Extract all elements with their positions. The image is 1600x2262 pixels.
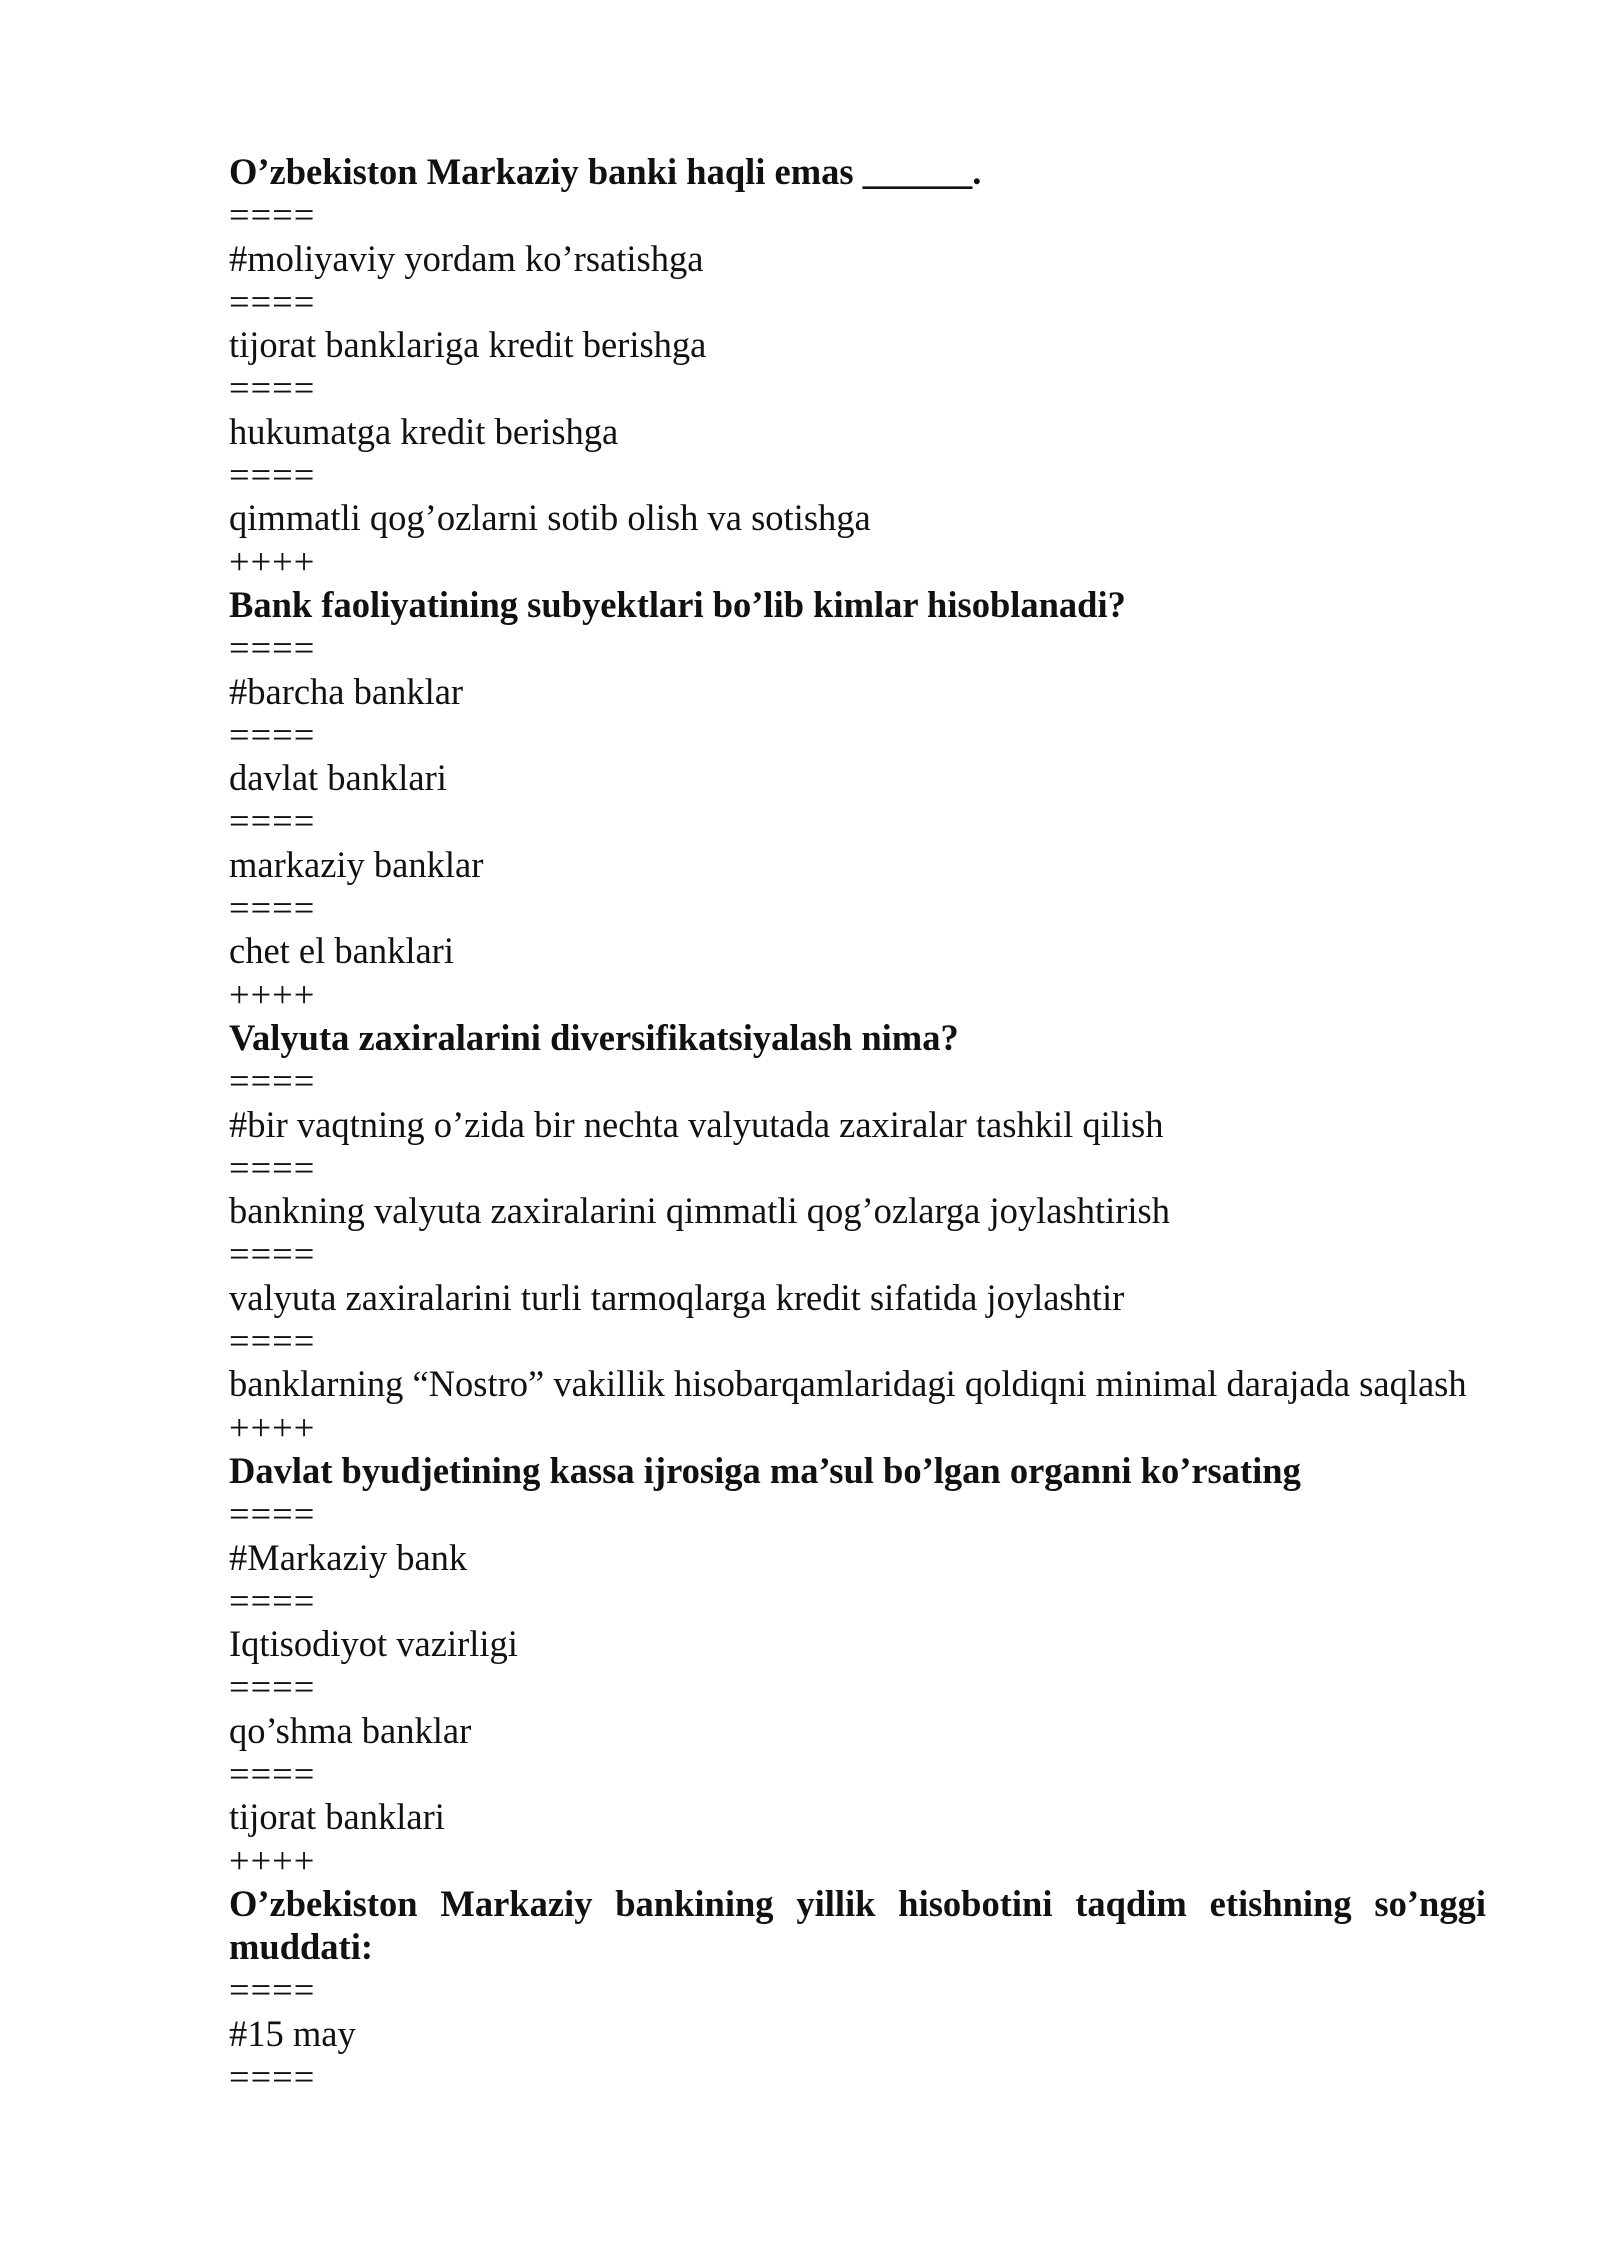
option-separator: ==== <box>229 627 316 669</box>
question-text: Bank faoliyatining subyektlari bo’lib kimlar hisoblanadi? <box>229 583 1126 625</box>
option-separator: ==== <box>229 454 316 496</box>
question-text: Davlat byudjetining kassa ijrosiga ma’sul bo’lgan organni ko’rsating <box>229 1449 1301 1491</box>
answer-option: davlat banklari <box>229 757 447 799</box>
option-separator: ==== <box>229 367 316 409</box>
answer-option: tijorat banklariga kredit berishga <box>229 324 707 366</box>
option-separator: ==== <box>229 1320 316 1362</box>
option-separator: ==== <box>229 1060 316 1102</box>
answer-option: hukumatga kredit berishga <box>229 410 619 452</box>
option-separator: ==== <box>229 280 316 322</box>
option-separator: ==== <box>229 1666 316 1708</box>
document-page <box>229 150 1486 2098</box>
question-text: O’zbekiston Markaziy banki haqli emas ______. <box>229 151 982 192</box>
option-separator: ==== <box>229 1969 316 2011</box>
option-separator: ==== <box>229 1493 316 1535</box>
answer-option: #barcha banklar <box>229 670 464 712</box>
answer-option: valyuta zaxiralarini turli tarmoqlarga kredit sifatida joylashtir <box>229 1276 1125 1318</box>
option-separator: ==== <box>229 1146 316 1188</box>
question-separator: ++++ <box>229 973 316 1015</box>
answer-option: #15 may <box>229 2012 356 2054</box>
question-text: Valyuta zaxiralarini diversifikatsiyalash nima? <box>229 1016 959 1058</box>
answer-option: bankning valyuta zaxiralarini qimmatli qog’ozlarga joylashtirish <box>229 1190 1170 1232</box>
option-separator: ==== <box>229 1579 316 1621</box>
option-separator: ==== <box>229 1752 316 1794</box>
question-separator: ++++ <box>229 1839 316 1881</box>
option-separator: ==== <box>229 713 316 755</box>
option-separator: ==== <box>229 2056 316 2098</box>
answer-option: banklarning “Nostro” vakillik hisobarqamlaridagi qoldiqni minimal darajada saqlash <box>229 1363 1467 1405</box>
question-text: O’zbekiston Markaziy bankining yillik hisobotini taqdim etishning so’nggi muddati: <box>229 1882 1486 1968</box>
answer-option: Iqtisodiyot vazirligi <box>229 1623 518 1665</box>
question-separator: ++++ <box>229 1406 316 1448</box>
answer-option: #bir vaqtning o’zida bir nechta valyutada zaxiralar tashkil qilish <box>229 1103 1164 1145</box>
option-separator: ==== <box>229 887 316 929</box>
answer-option: chet el banklari <box>229 930 454 972</box>
answer-option: markaziy banklar <box>229 843 484 885</box>
option-separator: ==== <box>229 194 316 236</box>
answer-option: tijorat banklari <box>229 1796 445 1838</box>
answer-option: #moliyaviy yordam ko’rsatishga <box>229 237 704 279</box>
question-separator: ++++ <box>229 540 316 582</box>
answer-option: qimmatli qog’ozlarni sotib olish va sotishga <box>229 497 871 539</box>
answer-option: qo’shma banklar <box>229 1709 472 1751</box>
option-separator: ==== <box>229 1233 316 1275</box>
answer-option: #Markaziy bank <box>229 1536 468 1578</box>
option-separator: ==== <box>229 800 316 842</box>
